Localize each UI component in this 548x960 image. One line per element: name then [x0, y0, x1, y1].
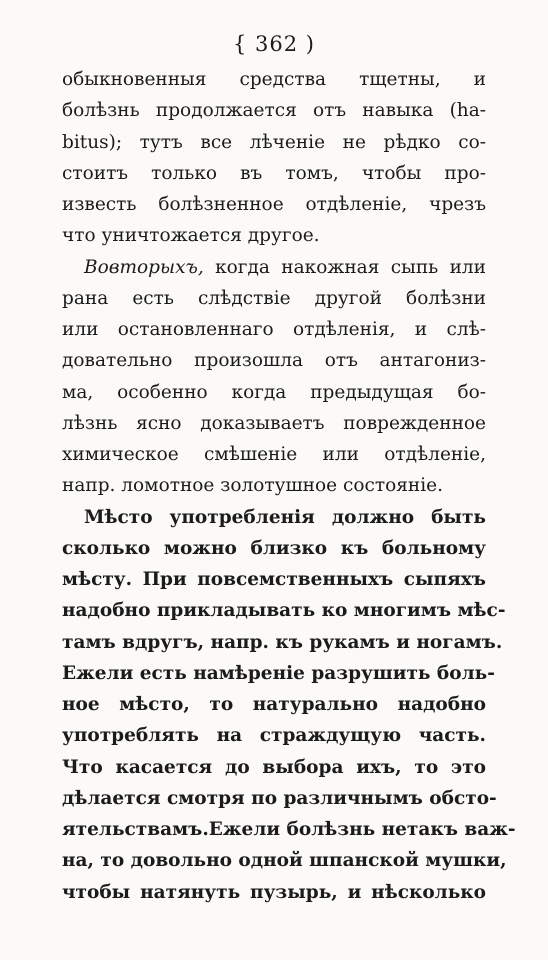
page-number: { 362 ) — [233, 32, 315, 56]
text-line: рана есть слѣдствіе другой болѣзни — [62, 287, 486, 309]
text-line — [62, 252, 486, 283]
text-line: ма, особенно когда предыдущая бо- — [62, 381, 486, 403]
text-line: довательно произошла отъ антагониз- — [62, 350, 486, 372]
text-line: ное мѣсто, то натурально надобно — [62, 694, 486, 715]
text-line: на, то довольно одной шпанской мушки, — [62, 850, 507, 872]
text-line: Что касается до выбора ихъ, то это — [62, 756, 486, 778]
text-line: дѣлается смотря по различнымъ обсто- — [62, 787, 497, 809]
text-line: ятельствамъ.Ежели болѣзнь нетакъ важ- — [62, 819, 516, 840]
text-line: что уничтожается другое. — [62, 225, 320, 247]
text-line: мѣсту. При повсемственныхъ сыпяхъ — [62, 569, 486, 590]
text-line: лѣзнь ясно доказываетъ поврежденное — [62, 412, 486, 434]
text-line: стоитъ только въ томъ, чтобы про- — [62, 162, 486, 184]
text-body — [62, 64, 516, 908]
text-line: болѣзнь продолжается отъ навыка (ha- — [62, 100, 486, 122]
text-line: напр. ломотное золотушное состояніе. — [62, 475, 443, 497]
paragraph-lead-rest: когда накожная сыпь или — [203, 256, 486, 278]
text-line: надобно прикладывать ко многимъ мѣс- — [62, 600, 506, 622]
text-line: химическое смѣшеніе или отдѣленіе, — [62, 444, 486, 465]
text-line: Мѣсто употребленія должно быть — [84, 506, 486, 528]
text-line: чтобы натянуть пузырь, и нѣсколько — [62, 881, 486, 903]
text-line: сколько можно близко къ больному — [62, 537, 486, 559]
text-line: bitus); тутъ все лѣченіе не рѣдко со- — [62, 131, 486, 153]
text-line: обыкновенныя средства тщетны, и — [62, 69, 486, 90]
text-line: или остановленнаго отдѣленія, и слѣ- — [62, 319, 486, 340]
text-line: тамъ вдругъ, напр. къ рукамъ и ногамъ. — [62, 631, 503, 653]
text-line: употреблять на страждущую часть. — [62, 725, 486, 747]
paragraph-lead-word: Вовторыхъ, — [84, 256, 204, 278]
text-line: известь болѣзненное отдѣленіе, чрезъ — [62, 194, 486, 215]
text-line: Ежели есть намѣреніе разрушить боль- — [62, 662, 495, 684]
